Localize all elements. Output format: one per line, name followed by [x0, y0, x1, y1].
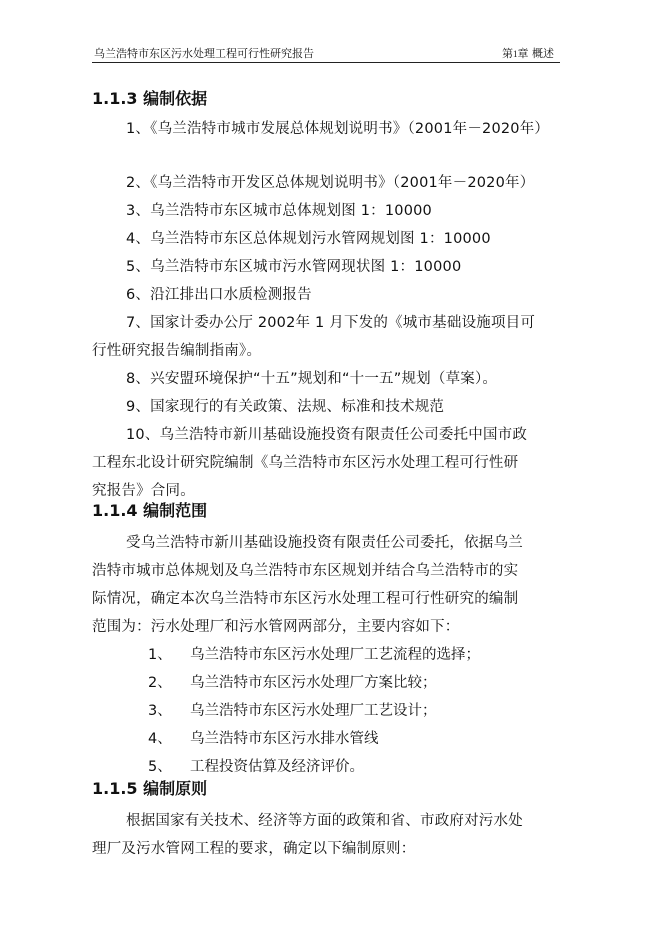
- scope-paragraph-line-4: 范围为：污水处理厂和污水管网两部分，主要内容如下：: [92, 619, 460, 635]
- basis-item-4: 4、乌兰浩特市东区总体规划污水管网规划图 1：10000: [126, 231, 491, 247]
- scope-paragraph-line-3: 际情况，确定本次乌兰浩特市东区污水处理工程可行性研究的编制: [92, 591, 519, 607]
- scope-list-number-1: 1、: [148, 647, 172, 663]
- scope-paragraph-line-1: 受乌兰浩特市新川基础设施投资有限责任公司委托，依据乌兰: [126, 535, 523, 551]
- basis-item-9: 9、国家现行的有关政策、法规、标准和技术规范: [126, 399, 445, 415]
- scope-list-item-2: 乌兰浩特市东区污水处理厂方案比较；: [190, 675, 437, 691]
- principles-paragraph-line-1: 根据国家有关技术、经济等方面的政策和省、市政府对污水处: [126, 813, 523, 829]
- basis-item-10: 10、乌兰浩特市新川基础设施投资有限责任公司委托中国市政: [126, 427, 528, 443]
- principles-paragraph-line-2: 理厂及污水管网工程的要求，确定以下编制原则：: [92, 841, 416, 857]
- scope-list-item-1: 乌兰浩特市东区污水处理厂工艺流程的选择；: [190, 647, 480, 663]
- basis-item-1: 1、《乌兰浩特市城市发展总体规划说明书》（2001年－2020年）: [126, 121, 550, 137]
- section-heading-1-1-5: 1.1.5 编制原则: [92, 779, 208, 798]
- basis-item-2: 2、《乌兰浩特市开发区总体规划说明书》（2001年－2020年）: [126, 175, 535, 191]
- scope-list-item-4: 乌兰浩特市东区污水排水管线: [190, 731, 379, 747]
- basis-item-7: 7、国家计委办公厅 2002年 1 月下发的《城市基础设施项目可: [126, 315, 536, 331]
- header-chapter-number: 1: [513, 49, 518, 59]
- scope-list-number-2: 2、: [148, 675, 172, 691]
- scope-list-number-3: 3、: [148, 703, 172, 719]
- basis-item-7-cont: 行性研究报告编制指南》。: [92, 343, 262, 359]
- basis-item-8: 8、兴安盟环境保护“十五”规划和“十一五”规划（草案）。: [126, 371, 498, 387]
- scope-list-item-3: 乌兰浩特市东区污水处理厂工艺设计；: [190, 703, 437, 719]
- section-heading-1-1-4: 1.1.4 编制范围: [92, 501, 208, 520]
- header-chapter-suffix: 章 概述: [517, 47, 554, 60]
- header-report-title: 乌兰浩特市东区污水处理工程可行性研究报告: [94, 47, 314, 60]
- header-chapter: [502, 45, 554, 61]
- basis-item-10-cont-2: 究报告》合同。: [92, 483, 195, 499]
- scope-list-number-4: 4、: [148, 731, 172, 747]
- basis-item-10-cont-1: 工程东北设计研究院编制《乌兰浩特市东区污水处理工程可行性研: [92, 455, 519, 471]
- section-heading-1-1-3: 1.1.3 编制依据: [92, 89, 208, 108]
- basis-item-3: 3、乌兰浩特市东区城市总体规划图 1：10000: [126, 203, 432, 219]
- scope-paragraph-line-2: 浩特市城市总体规划及乌兰浩特市东区规划并结合乌兰浩特市的实: [92, 563, 519, 579]
- scope-list-number-5: 5、: [148, 759, 172, 775]
- basis-item-6: 6、沿江排出口水质检测报告: [126, 287, 312, 303]
- page-header: [92, 42, 560, 63]
- basis-item-5: 5、乌兰浩特市东区城市污水管网现状图 1：10000: [126, 259, 462, 275]
- scope-list-item-5: 工程投资估算及经济评价。: [190, 759, 364, 775]
- header-chapter-prefix: 第: [502, 47, 513, 60]
